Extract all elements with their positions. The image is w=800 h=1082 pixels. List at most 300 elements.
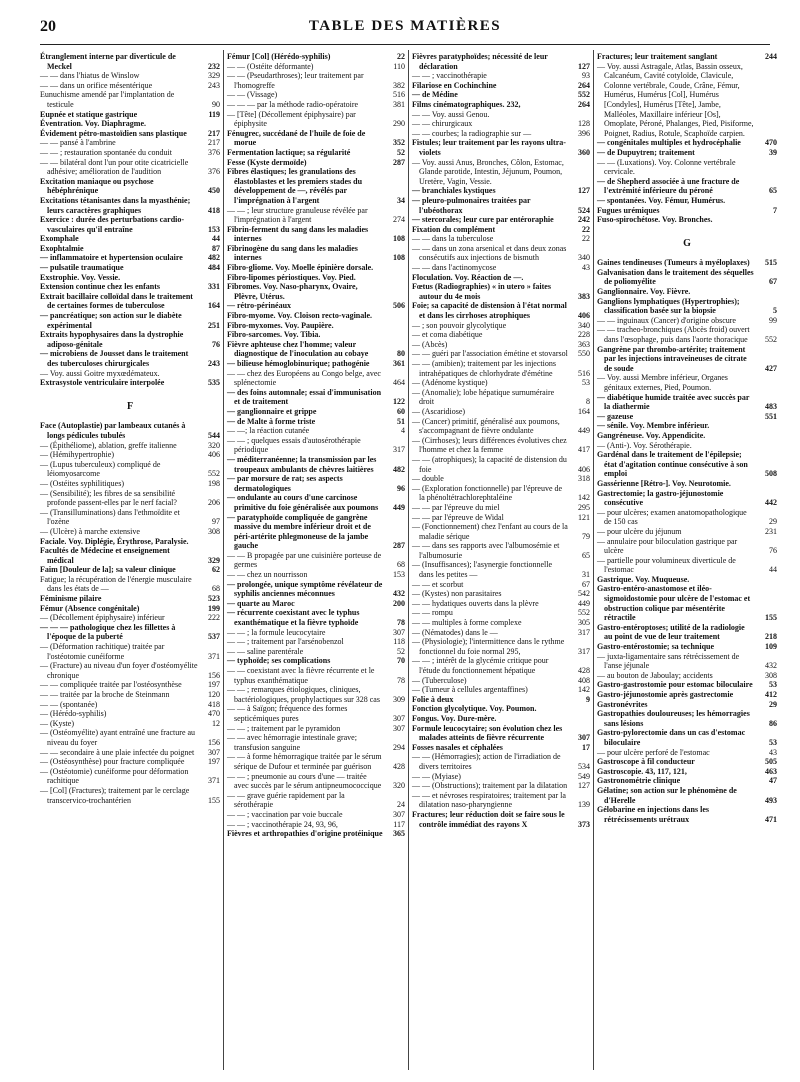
index-entry bbox=[412, 676, 590, 686]
index-entry bbox=[412, 628, 590, 638]
entry-page: 340 bbox=[578, 253, 590, 263]
index-entry bbox=[40, 158, 220, 177]
index-entry bbox=[412, 129, 590, 139]
index-entry bbox=[412, 234, 590, 244]
entry-text: Gastro-entéroptoses; utilité de la radiologie au point de vue de leur traitement bbox=[597, 622, 745, 642]
entry-text: — — (atrophiques); la capacité de distension du foie bbox=[412, 454, 567, 474]
entry-text: Gastrique. Voy. Muqueuse. bbox=[597, 574, 690, 584]
index-entry bbox=[412, 704, 590, 714]
entry-text: Gangréneuse. Voy. Appendicite. bbox=[597, 430, 706, 440]
entry-page: 432 bbox=[765, 661, 777, 671]
index-entry bbox=[597, 441, 777, 451]
entry-page: 493 bbox=[765, 795, 777, 805]
entry-page: 305 bbox=[578, 618, 590, 628]
entry-text: — — (Luxations). Voy. Colonne vertébrale cervicale. bbox=[597, 157, 736, 177]
section-letter: F bbox=[126, 400, 134, 412]
entry-page: 119 bbox=[208, 109, 220, 119]
entry-text: Ganglions lymphatiques (Hypertrophies); classification basée sur la biopsie bbox=[597, 296, 740, 316]
entry-page: 329 bbox=[208, 555, 220, 565]
entry-page: 76 bbox=[212, 339, 220, 349]
entry-page: 7 bbox=[773, 205, 777, 215]
index-entry bbox=[597, 431, 777, 441]
index-entry bbox=[40, 378, 220, 388]
entry-page: 47 bbox=[769, 776, 777, 786]
entry-text: — — ; leur structure granuleuse révélée par l'imprégnation à l'argent bbox=[227, 205, 368, 225]
index-entry bbox=[412, 215, 590, 225]
entry-text: Fatigue; la récupération de l'énergie musculaire dans les états de — bbox=[40, 574, 192, 594]
entry-page: 34 bbox=[397, 195, 405, 205]
index-entry bbox=[412, 791, 590, 810]
index-entry bbox=[227, 129, 405, 148]
entry-page: 206 bbox=[208, 498, 220, 508]
index-entry bbox=[227, 599, 405, 609]
index-entry bbox=[597, 680, 777, 690]
entry-page: 153 bbox=[393, 570, 405, 580]
entry-page: 52 bbox=[397, 147, 405, 157]
index-entry bbox=[40, 700, 220, 710]
entry-page: 331 bbox=[208, 282, 220, 292]
entry-page: 67 bbox=[769, 277, 777, 287]
entry-page: 307 bbox=[208, 747, 220, 757]
index-entry bbox=[412, 436, 590, 455]
entry-text: Exercice : durée des perturbations cardio-vasculaires qu'il entraîne bbox=[40, 215, 185, 234]
entry-page: 307 bbox=[393, 713, 405, 723]
index-entry bbox=[227, 167, 405, 205]
entry-text: Gastroscopie. 43, 117, 121, bbox=[597, 766, 687, 776]
index-entry bbox=[597, 196, 777, 206]
entry-page: 90 bbox=[212, 99, 220, 109]
index-entry bbox=[597, 786, 777, 805]
index-entry bbox=[40, 234, 220, 244]
entry-page: 164 bbox=[578, 406, 590, 416]
index-entry bbox=[412, 52, 590, 71]
entry-page: 78 bbox=[397, 675, 405, 685]
entry-text: — de Dupuytren; traitement bbox=[597, 147, 695, 157]
index-entry bbox=[227, 474, 405, 493]
entry-text: — — ; vaccinothérapie 24, 93, 96, bbox=[227, 819, 338, 829]
entry-text: Folie à deux bbox=[412, 694, 454, 704]
entry-page: 24 bbox=[397, 800, 405, 810]
entry-page: 406 bbox=[578, 464, 590, 474]
index-entry bbox=[227, 455, 405, 474]
column-divider bbox=[593, 50, 594, 1070]
index-entry bbox=[597, 316, 777, 326]
entry-text: — (Sensibilité); les fibres de sa sensibilité profonde passent-elles par le nerf facial? bbox=[40, 488, 177, 508]
index-entry bbox=[412, 330, 590, 340]
entry-text: — (Ostéomyélite) ayant entraîné une fracture au niveau du foyer bbox=[40, 728, 196, 747]
entry-text: Gélatine; son action sur le phénomène de d'Herelle bbox=[597, 785, 737, 805]
entry-page: 142 bbox=[578, 493, 590, 503]
index-entry bbox=[597, 52, 777, 62]
entry-text: — (Épithéliome), ablation, greffe italienne bbox=[40, 440, 177, 450]
entry-text: — (Décollement épiphysaire) inférieur bbox=[40, 613, 165, 623]
entry-text: Féminisme pilaire bbox=[40, 594, 102, 604]
entry-page: 371 bbox=[208, 776, 220, 786]
entry-text: — — et névroses respiratoires; traitement par la dilatation naso-pharyngienne bbox=[412, 790, 566, 810]
entry-text: — — ; traitement par le pyramidon bbox=[227, 723, 341, 733]
entry-text: — par morsure de rat; ses aspects dermatologiques bbox=[227, 474, 343, 493]
entry-page: 222 bbox=[208, 613, 220, 623]
index-entry bbox=[597, 393, 777, 412]
entry-page: 44 bbox=[769, 565, 777, 575]
entry-text: — (Déformation rachitique) traitée par l'ostéotomie cunéiforme bbox=[40, 642, 165, 661]
entry-text: Exstrophie. Voy. Vessie. bbox=[40, 272, 121, 282]
index-entry bbox=[412, 695, 590, 705]
index-entry bbox=[597, 537, 777, 556]
entry-page: 242 bbox=[578, 215, 590, 225]
entry-text: — pour ulcère perforé de l'estomac bbox=[597, 747, 710, 757]
index-entry bbox=[412, 321, 590, 331]
entry-text: — (Ostéotomie) cunéiforme pour déformation rachitique bbox=[40, 766, 189, 786]
entry-text: Gastro-jéjunostomie après gastrectomie bbox=[597, 690, 734, 699]
entry-text: Évidement pétro-mastoïdien sans plastique bbox=[40, 128, 187, 138]
entry-page: 243 bbox=[208, 359, 220, 368]
index-entry bbox=[412, 340, 590, 350]
index-entry bbox=[227, 810, 405, 820]
index-entry bbox=[40, 129, 220, 139]
entry-page: 67 bbox=[582, 579, 590, 589]
entry-text: — (Exploration fonctionnelle) par l'épreuve de la phénoltétrachlorephtaléine bbox=[412, 483, 563, 503]
entry-page: 449 bbox=[578, 426, 590, 436]
entry-text: — — ; vaccinothérapie bbox=[412, 71, 487, 81]
column-divider bbox=[223, 50, 224, 1070]
index-entry bbox=[597, 345, 777, 374]
index-entry bbox=[227, 570, 405, 580]
entry-text: Étranglement interne par diverticule de Meckel bbox=[40, 52, 176, 71]
entry-text: — — ; restauration spontanée du conduit bbox=[40, 147, 172, 157]
entry-text: Fractures; leur réduction doit se faire sous le contrôle immédiat des rayons X bbox=[412, 809, 565, 829]
index-entry bbox=[597, 575, 777, 585]
index-entry bbox=[40, 508, 220, 527]
index-entry bbox=[597, 652, 777, 671]
index-entry bbox=[227, 301, 405, 311]
entry-text: Fistules; leur traitement par les rayons ultra-violets bbox=[412, 138, 566, 157]
index-entry bbox=[40, 748, 220, 758]
entry-text: — diabétique humide traitée avec succès par la diathermie bbox=[597, 392, 750, 412]
entry-text: — pancréatique; son action sur le diabète expérimental bbox=[40, 311, 182, 330]
entry-text: — bilieuse hémoglobinurique; pathogénie bbox=[227, 359, 370, 368]
entry-text: — — par l'épreuve de Widal bbox=[412, 512, 504, 522]
index-entry bbox=[412, 503, 590, 513]
entry-page: 155 bbox=[765, 613, 777, 623]
index-entry bbox=[227, 225, 405, 244]
entry-text: Gardénal dans le traitement de l'épilepsie; état d'agitation continue consécutive à son emploi bbox=[597, 450, 748, 479]
entry-text: Fièvre aphteuse chez l'homme; valeur diagnostique de l'inoculation au cobaye bbox=[227, 339, 369, 359]
entry-text: — [Tête] (Décollement épiphysaire) par épiphysite bbox=[227, 109, 356, 129]
entry-text: — (Lupus tuberculeux) compliqué de léiomyosarcome bbox=[40, 459, 161, 479]
index-entry bbox=[597, 297, 777, 316]
entry-text: Gaines tendineuses (Tumeurs à myéloplaxes) bbox=[597, 258, 750, 268]
index-entry bbox=[40, 537, 220, 547]
entry-text: — récurrente coexistant avec le typhus exanthématique et la fièvre typhoïde bbox=[227, 608, 360, 628]
entry-page: 428 bbox=[393, 761, 405, 771]
index-entry bbox=[40, 642, 220, 661]
entry-text: — — ; intérêt de la glycémie critique pour l'étude du fonctionnement hépatique bbox=[412, 656, 549, 675]
entry-text: — Voy. aussi Astragale, Atlas, Bassin osseux, Calcanéum, Cavité cotyloïde, Clavicule, Colonne vertébrale, Coude, Crâne, Fémur, Humérus, Humérus [Col], Humérus [Condyles], Humérus [Tête], Jambe, Malléoles, Maxillaire inférieur [Os], Omoplate, Péroné, Phalanges, Pied, Pisiforme, Poignet, Radius, Rotule, Scaphoïde carpien. bbox=[597, 61, 754, 138]
entry-text: — microbiens de Jousset dans le traitement des tuberculoses chirurgicales bbox=[40, 349, 189, 368]
index-entry bbox=[597, 325, 777, 344]
entry-text: — — ; vaccination par voie buccale bbox=[227, 809, 343, 819]
entry-text: Fièvres et arthropathies d'origine protéinique bbox=[227, 829, 383, 839]
entry-text: — — guéri par l'association émétine et stovarsol bbox=[412, 349, 568, 359]
entry-page: 274 bbox=[393, 215, 405, 225]
entry-page: 60 bbox=[397, 406, 405, 416]
entry-text: — — chez des Européens au Congo belge, avec splénectomie bbox=[227, 368, 381, 388]
entry-text: Fibrin-ferment du sang dans les maladies internes bbox=[227, 224, 369, 244]
entry-text: — (Kyste) bbox=[40, 718, 74, 728]
entry-text: — de Malte à forme triste bbox=[227, 416, 316, 426]
entry-text: Gastronévrites bbox=[597, 699, 648, 709]
entry-page: 381 bbox=[393, 99, 405, 109]
index-entry bbox=[412, 580, 590, 590]
entry-page: 53 bbox=[582, 378, 590, 388]
entry-page: 482 bbox=[208, 253, 220, 263]
index-entry bbox=[227, 206, 405, 225]
index-entry bbox=[412, 71, 590, 81]
entry-page: 243 bbox=[208, 80, 220, 90]
entry-page: 97 bbox=[212, 517, 220, 527]
entry-page: 317 bbox=[393, 445, 405, 455]
entry-text: Fermentation lactique; sa régularité bbox=[227, 147, 351, 157]
entry-text: — (Ostéosynthèse) pour fracture compliquée bbox=[40, 757, 185, 767]
index-entry bbox=[227, 90, 405, 100]
entry-page: 108 bbox=[393, 253, 405, 263]
entry-text: — Voy. aussi Goitre myxœdémateux. bbox=[40, 368, 160, 378]
entry-page: 118 bbox=[393, 637, 405, 647]
entry-page: 482 bbox=[393, 464, 405, 474]
entry-text: Extrait bacillaire colloïdal dans le traitement de certaines formes de tuberculose bbox=[40, 291, 193, 311]
index-entry bbox=[597, 206, 777, 216]
entry-text: Gassérienne [Rétro-]. Voy. Neurotomie. bbox=[597, 478, 731, 488]
entry-page: 544 bbox=[208, 430, 220, 440]
entry-text: — — chirurgicaux bbox=[412, 119, 473, 129]
entry-page: 198 bbox=[208, 478, 220, 488]
entry-text: — (Fracture) au niveau d'un foyer d'ostéomyélite chronique bbox=[40, 661, 198, 680]
entry-text: Fibro-sarcomes. Voy. Tibia. bbox=[227, 330, 321, 340]
entry-text: — (Hémihypertrophie) bbox=[40, 450, 114, 460]
index-entry bbox=[227, 426, 405, 436]
index-entry bbox=[40, 90, 220, 109]
entry-text: — — (Vissage) bbox=[227, 90, 278, 100]
index-entry bbox=[412, 110, 590, 120]
index-entry bbox=[412, 618, 590, 628]
entry-page: 139 bbox=[578, 800, 590, 810]
entry-page: 295 bbox=[578, 502, 590, 512]
entry-page: 200 bbox=[393, 598, 405, 608]
entry-text: — — dans l'hiatus de Winslow bbox=[40, 71, 140, 81]
entry-text: — de Médine bbox=[412, 90, 458, 100]
entry-text: Fénugrec, succédané de l'huile de foie de morue bbox=[227, 128, 366, 148]
entry-text: Formule leucocytaire; son évolution chez les malades atteints de fièvre récurrente bbox=[412, 723, 563, 743]
entry-text: Fugues urémiques bbox=[597, 205, 660, 215]
entry-text: Fibromes. Voy. Naso-pharynx, Ovaire, Plèvre, Utérus. bbox=[227, 282, 358, 301]
index-entry bbox=[412, 138, 590, 157]
entry-page: 294 bbox=[393, 742, 405, 752]
index-entry bbox=[597, 258, 777, 268]
entry-page: 317 bbox=[578, 627, 590, 637]
entry-text: — (Nématodes) dans le — bbox=[412, 627, 498, 637]
entry-text: — — dans la tuberculose bbox=[412, 234, 494, 244]
index-entry bbox=[227, 263, 405, 273]
entry-page: 109 bbox=[765, 642, 777, 652]
index-entry bbox=[412, 560, 590, 579]
entry-text: Filariose en Cochinchine bbox=[412, 80, 497, 90]
entry-text: — — hydatiques ouverts dans la plèvre bbox=[412, 598, 539, 608]
index-entry bbox=[40, 177, 220, 196]
entry-page: 508 bbox=[765, 469, 777, 479]
page-number: 20 bbox=[40, 18, 56, 35]
index-entry bbox=[40, 623, 220, 642]
entry-page: 231 bbox=[765, 526, 777, 536]
entry-text: Fibro-myxomes. Voy. Paupière. bbox=[227, 320, 334, 330]
entry-text: Ganglionnaire. Voy. Fièvre. bbox=[597, 287, 691, 297]
index-entry bbox=[40, 311, 220, 330]
entry-page: 78 bbox=[397, 618, 405, 628]
entry-text: — (Tuberculose) bbox=[412, 675, 467, 685]
entry-page: 516 bbox=[393, 90, 405, 100]
entry-text: — Voy. aussi Membre inférieur, Organes génitaux externes, Pied, Poumon. bbox=[597, 373, 728, 392]
entry-page: 156 bbox=[208, 670, 220, 680]
entry-text: — (Anomalie); lobe hépatique surnuméraire droit bbox=[412, 387, 555, 407]
entry-text: Extension continue chez les enfants bbox=[40, 282, 160, 292]
entry-page: 382 bbox=[393, 80, 405, 90]
page-header bbox=[40, 14, 770, 42]
entry-page: 197 bbox=[208, 680, 220, 690]
entry-page: 449 bbox=[393, 502, 405, 512]
index-entry bbox=[40, 244, 220, 254]
index-entry bbox=[412, 656, 590, 675]
index-entry bbox=[227, 608, 405, 627]
index-entry bbox=[412, 743, 590, 753]
entry-text: — — (Pseudarthroses); leur traitement par l'homogreffe bbox=[227, 71, 364, 90]
index-entry bbox=[597, 690, 777, 700]
entry-page: 470 bbox=[765, 138, 777, 148]
entry-page: 65 bbox=[769, 186, 777, 196]
entry-text: — inflammatoire et hypertension oculaire bbox=[40, 253, 183, 263]
entry-page: 361 bbox=[393, 359, 405, 368]
entry-page: 307 bbox=[578, 733, 590, 743]
entry-page: 127 bbox=[578, 61, 590, 71]
index-entry bbox=[227, 407, 405, 417]
entry-page: 542 bbox=[578, 589, 590, 599]
index-entry bbox=[227, 71, 405, 90]
entry-text: — — par l'épreuve du miel bbox=[412, 502, 500, 512]
entry-text: Fibrinogène du sang dans les maladies internes bbox=[227, 243, 358, 263]
index-entry bbox=[597, 148, 777, 158]
entry-page: 360 bbox=[578, 147, 590, 157]
entry-text: — (Adénome kystique) bbox=[412, 378, 488, 388]
entry-page: 68 bbox=[397, 560, 405, 570]
index-entry bbox=[597, 709, 777, 728]
entry-text: Floculation. Voy. Réaction de —. bbox=[412, 272, 524, 282]
entry-text: — — coexistant avec la fièvre récurrente et le typhus exanthématique bbox=[227, 666, 375, 685]
index-entry bbox=[412, 484, 590, 503]
index-entry bbox=[227, 110, 405, 129]
index-entry bbox=[227, 369, 405, 388]
entry-text: Facultés de Médecine et enseignement médical bbox=[40, 546, 170, 565]
index-entry bbox=[227, 148, 405, 158]
index-entry bbox=[40, 110, 220, 120]
index-entry bbox=[597, 268, 777, 287]
entry-text: — pulsatile traumatique bbox=[40, 263, 124, 273]
entry-text: — — à forme hémorragique traitée par le sérum sérique de Dufour et terminée par guérison bbox=[227, 752, 382, 771]
entry-text: Fibres élastiques; les granulations des élastoblastes et les premiers stades du développement de —, révélés par l'imprégnation à l'argent bbox=[227, 167, 363, 205]
entry-text: Fuso-spirochétose. Voy. Bronches. bbox=[597, 215, 713, 225]
entry-page: 53 bbox=[769, 737, 777, 747]
entry-page: 142 bbox=[578, 685, 590, 695]
entry-page: 43 bbox=[769, 747, 777, 757]
entry-text: — — dans l'actinomycose bbox=[412, 263, 497, 273]
entry-text: — paratyphoïde compliquée de gangrène massive du membre inférieur droit et de péri-artérite phlegmoneuse de la jambe gauche bbox=[227, 512, 371, 551]
index-entry bbox=[597, 700, 777, 710]
index-entry bbox=[40, 330, 220, 349]
entry-page: 80 bbox=[397, 349, 405, 359]
entry-page: 307 bbox=[393, 809, 405, 819]
index-entry bbox=[40, 52, 220, 71]
entry-page: 31 bbox=[582, 570, 590, 580]
entry-text: — au bouton de Jaboulay; accidents bbox=[597, 670, 713, 680]
entry-text: — des foins automnale; essai d'immunisation et de traitement bbox=[227, 387, 382, 407]
index-entry bbox=[597, 373, 777, 392]
entry-text: — — chez un nourrisson bbox=[227, 570, 308, 580]
entry-page: 121 bbox=[578, 512, 590, 522]
entry-text: Excitations tétanisantes dans la myasthénie; leurs caractères graphiques bbox=[40, 195, 191, 215]
entry-text: — et coma diabétique bbox=[412, 330, 483, 340]
entry-text: — (Hérédo-syphilis) bbox=[40, 709, 107, 719]
entry-page: 29 bbox=[769, 517, 777, 527]
entry-text: — rétro-périnéaux bbox=[227, 301, 292, 311]
entry-page: 96 bbox=[397, 483, 405, 493]
entry-text: — (Ulcère) à marche extensive bbox=[40, 526, 140, 536]
index-entry bbox=[227, 62, 405, 72]
entry-text: Galvanisation dans le traitement des séquelles de poliomyélite bbox=[597, 267, 754, 287]
entry-page: 552 bbox=[578, 608, 590, 618]
entry-page: 308 bbox=[208, 526, 220, 536]
index-entry bbox=[227, 791, 405, 810]
index-entry bbox=[40, 661, 220, 680]
entry-page: 128 bbox=[578, 119, 590, 129]
entry-page: 552 bbox=[765, 335, 777, 345]
entry-text: — — et scorbut bbox=[412, 579, 464, 589]
index-entry bbox=[40, 546, 220, 565]
entry-page: 537 bbox=[208, 632, 220, 642]
entry-text: Gastrectomie; la gastro-jéjunostomie consécutive bbox=[597, 488, 724, 508]
entry-page: 412 bbox=[765, 690, 777, 699]
entry-page: 376 bbox=[208, 147, 220, 157]
entry-page: 43 bbox=[582, 263, 590, 273]
index-entry bbox=[597, 138, 777, 148]
entry-text: — (Ascaridiose) bbox=[412, 406, 466, 416]
index-entry bbox=[412, 474, 590, 484]
entry-page: 340 bbox=[578, 320, 590, 330]
column-divider bbox=[408, 50, 409, 1070]
index-entry bbox=[227, 493, 405, 512]
entry-text: — — (Myiase) bbox=[412, 771, 461, 781]
index-entry bbox=[597, 748, 777, 758]
index-entry bbox=[227, 244, 405, 263]
entry-text: — quarte au Maroc bbox=[227, 598, 295, 608]
entry-page: 44 bbox=[212, 234, 220, 244]
entry-page: 53 bbox=[769, 680, 777, 690]
entry-text: — pour ulcères; examen anatomopathologique de 150 cas bbox=[597, 507, 747, 527]
index-entry bbox=[412, 810, 590, 829]
index-entry bbox=[412, 378, 590, 388]
index-entry bbox=[597, 623, 777, 642]
entry-text: Exomphale bbox=[40, 234, 79, 244]
entry-text: — — saline parentérale bbox=[227, 646, 304, 656]
index-entry bbox=[412, 714, 590, 724]
entry-text: Fièvres paratyphoïdes; nécessité de leur déclaration bbox=[412, 52, 548, 71]
